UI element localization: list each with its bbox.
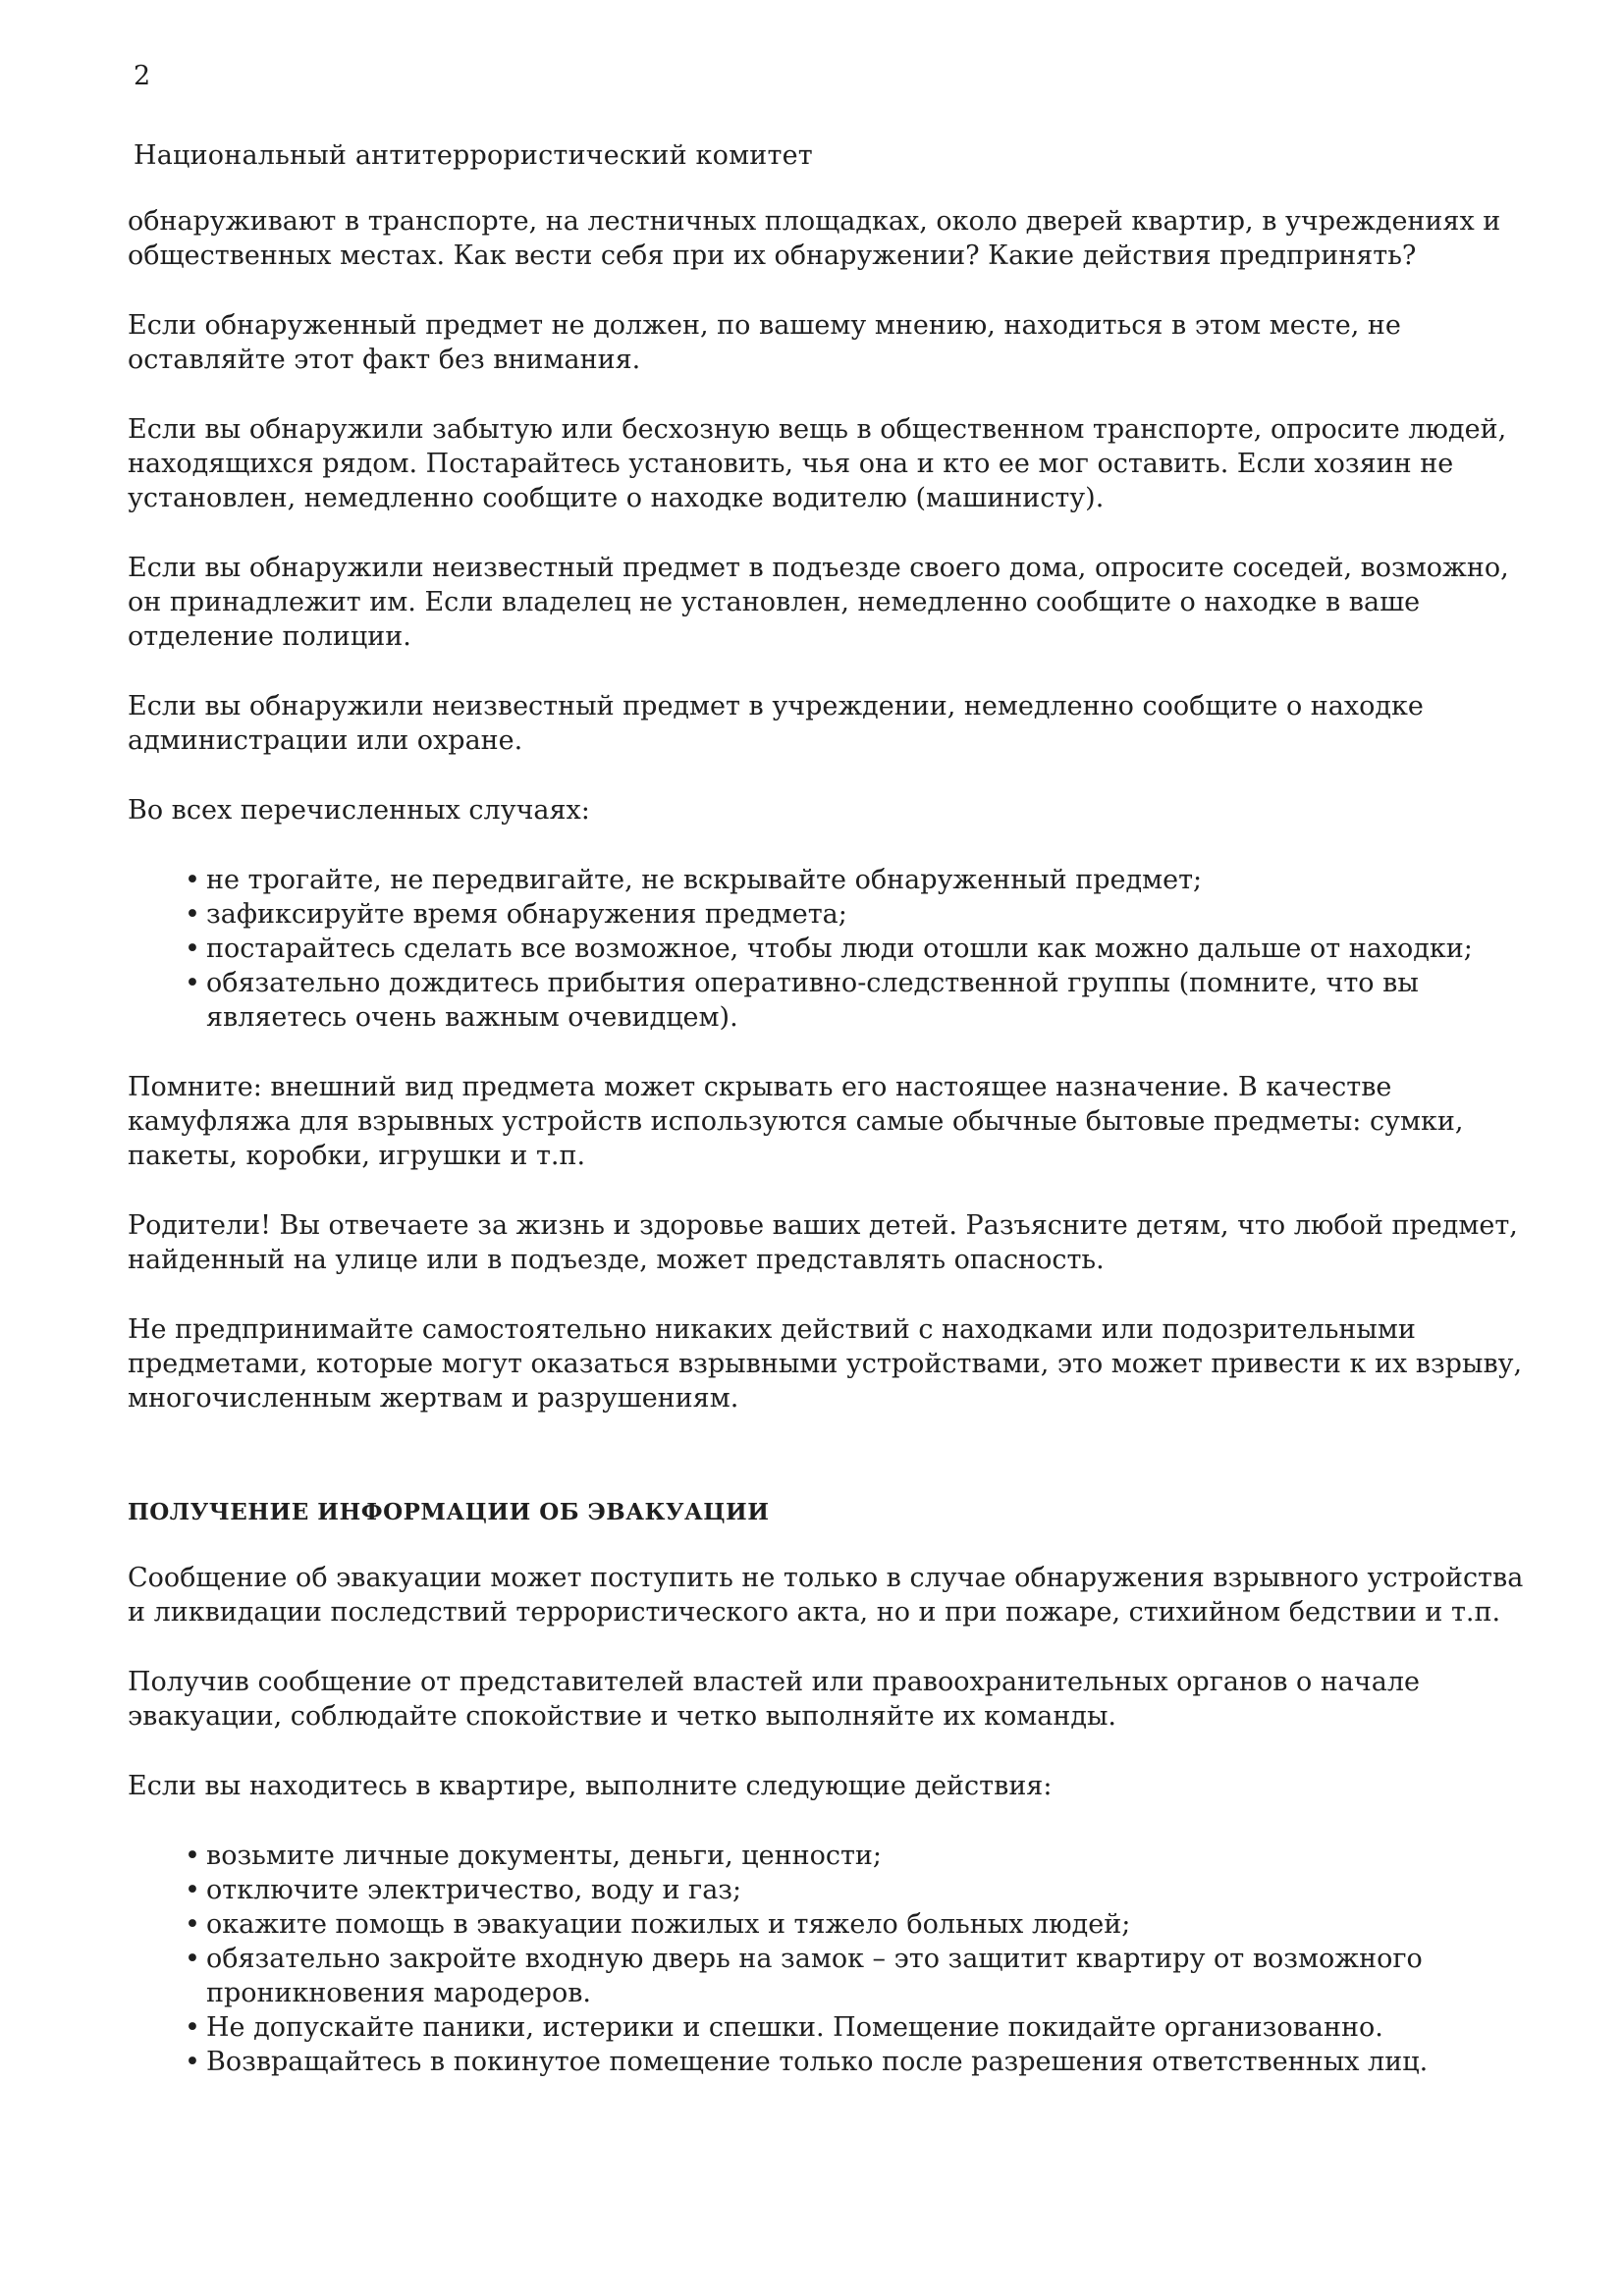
paragraph: Если вы находитесь в квартире, выполните следующие действия: bbox=[128, 1771, 1053, 1801]
list-item: • не трогайте, не передвигайте, не вскрывайте обнаруженный предмет; bbox=[206, 863, 1542, 897]
paragraph: Если вы обнаружили неизвестный предмет в учреждении, немедленно сообщите о находке администрации или охране. bbox=[128, 691, 1424, 756]
paragraph: Не предпринимайте самостоятельно никаких действий с находками или подозрительными предметами, которые могут оказаться взрывными устройствами, это может привести к их взрыву, многочисленным жертвам и разрушениям. bbox=[128, 1314, 1523, 1414]
document-body bbox=[128, 204, 1542, 2114]
paragraph: Сообщение об эвакуации может поступить не только в случае обнаружения взрывного устройства и ликвидации последствий террористического акта, но и при пожаре, стихийном бедствии и т.п. bbox=[128, 1563, 1524, 1628]
bullet-list-evacuation bbox=[128, 1839, 1542, 2079]
list-item: • возьмите личные документы, деньги, ценности; bbox=[206, 1839, 1542, 1873]
paragraph: Во всех перечисленных случаях: bbox=[128, 795, 590, 826]
list-item: • зафиксируйте время обнаружения предмета; bbox=[206, 897, 1542, 932]
paragraph: Если вы обнаружили неизвестный предмет в подъезде своего дома, опросите соседей, возможно, он принадлежит им. Если владелец не установлен, немедленно сообщите о находке в ваше отделение полиции. bbox=[128, 553, 1509, 652]
section-title: ПОЛУЧЕНИЕ ИНФОРМАЦИИ ОБ ЭВАКУАЦИИ bbox=[128, 1499, 770, 1525]
bullet-list-found-object bbox=[128, 863, 1542, 1035]
paragraph: Если вы обнаружили забытую или бесхозную вещь в общественном транспорте, опросите людей, находящихся рядом. Постарайтесь установить, чья она и кто ее мог оставить. Если хозяин не установлен, немедленно сообщите о находке водителю (машинисту). bbox=[128, 414, 1507, 513]
page-number: 2 bbox=[134, 61, 151, 91]
list-item: • обязательно дождитесь прибытия оперативно-следственной группы (помните, что вы являетесь очень важным очевидцем). bbox=[206, 966, 1542, 1035]
list-item: • обязательно закройте входную дверь на замок – это защитит квартиру от возможного проникновения мародеров. bbox=[206, 1942, 1542, 2010]
list-item: • Возвращайтесь в покинутое помещение только после разрешения ответственных лиц. bbox=[206, 2045, 1542, 2079]
paragraph: Родители! Вы отвечаете за жизнь и здоровье ваших детей. Разъясните детям, что любой предмет, найденный на улице или в подъезде, может представлять опасность. bbox=[128, 1210, 1518, 1275]
paragraph: Если обнаруженный предмет не должен, по вашему мнению, находиться в этом месте, не оставляйте этот факт без внимания. bbox=[128, 310, 1401, 375]
list-item: • окажите помощь в эвакуации пожилых и тяжело больных людей; bbox=[206, 1907, 1542, 1942]
document-header: Национальный антитеррористический комитет bbox=[134, 140, 813, 171]
list-item: • отключите электричество, воду и газ; bbox=[206, 1873, 1542, 1907]
paragraph: Помните: внешний вид предмета может скрывать его настоящее назначение. В качестве камуфляжа для взрывных устройств используются самые обычные бытовые предметы: сумки, пакеты, коробки, игрушки и т.п. bbox=[128, 1072, 1464, 1171]
paragraph: Получив сообщение от представителей властей или правоохранительных органов о начале эвакуации, соблюдайте спокойствие и четко выполняйте их команды. bbox=[128, 1667, 1420, 1732]
paragraph-intro: обнаруживают в транспорте, на лестничных площадках, около дверей квартир, в учреждениях и общественных местах. Как вести себя при их обнаружении? Какие действия предпринять? bbox=[128, 206, 1501, 271]
list-item: • постарайтесь сделать все возможное, чтобы люди отошли как можно дальше от находки; bbox=[206, 932, 1542, 966]
list-item: • Не допускайте паники, истерики и спешки. Помещение покидайте организованно. bbox=[206, 2010, 1542, 2045]
